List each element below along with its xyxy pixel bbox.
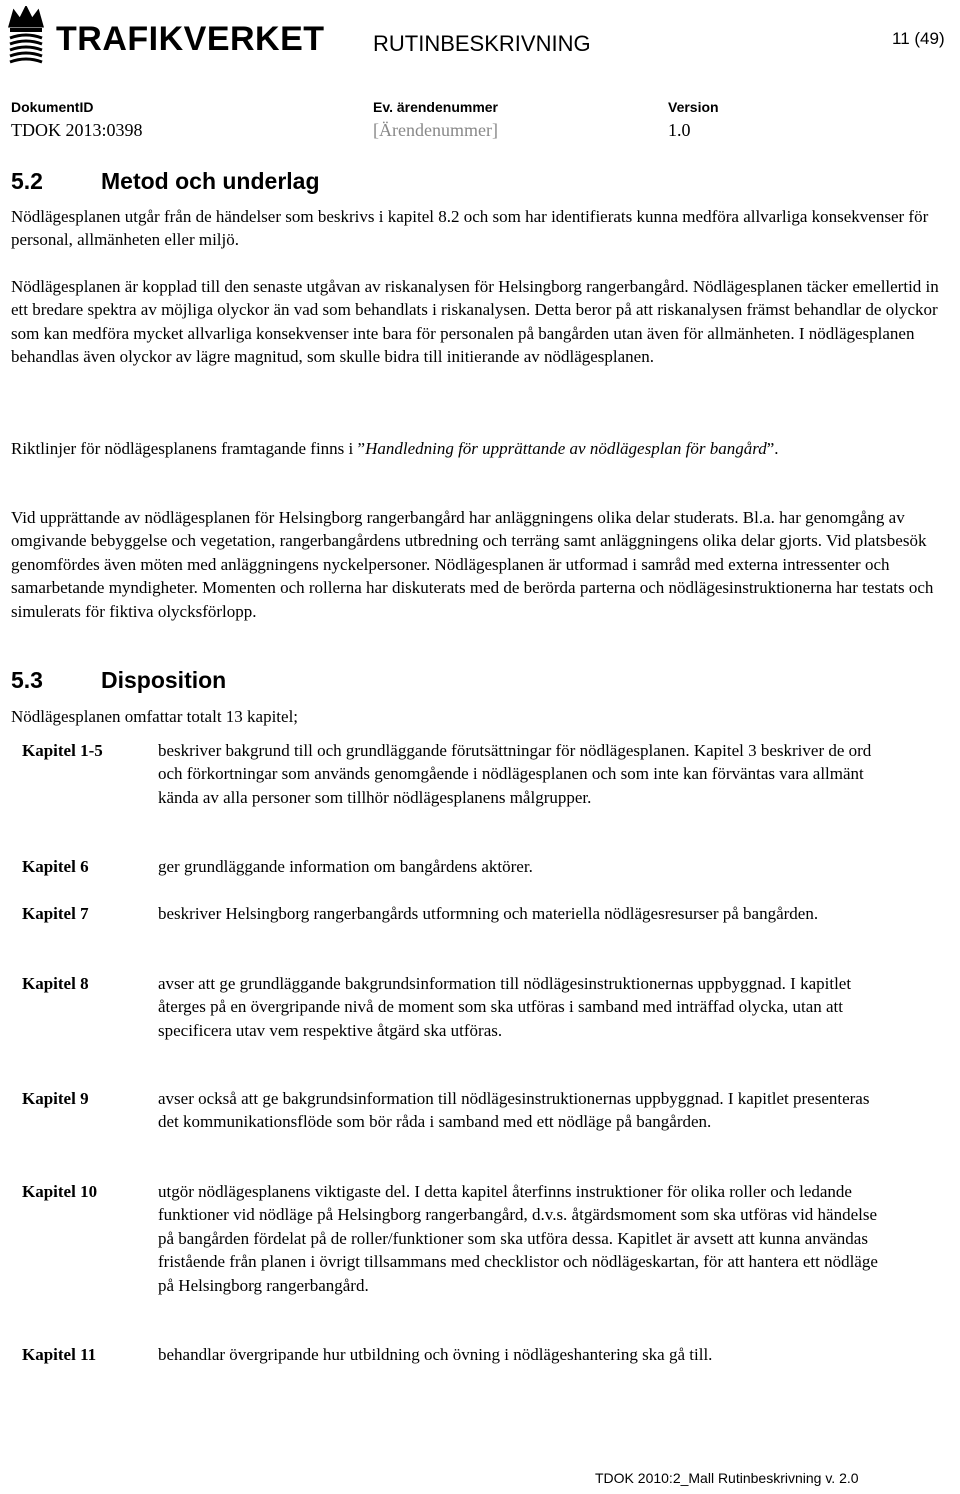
chapter-description: beskriver Helsingborg rangerbangårds utformning och materiella nödlägesresurser på bangården. <box>158 904 819 923</box>
doc-id-value: TDOK 2013:0398 <box>11 120 143 140</box>
chapter-description: behandlar övergripande hur utbildning och övning i nödlägeshantering ska gå till. <box>158 1345 713 1364</box>
trafikverket-logo <box>4 6 325 64</box>
section-title: Metod och underlag <box>101 168 320 194</box>
chapter-label: Kapitel 9 <box>22 1089 89 1108</box>
chapter-description: utgör nödlägesplanens viktigaste del. I detta kapitel återfinns instruktioner för olika roller och ledande funktioner vid nödläge på Helsingborg rangerbangård, d.v.s. åtgärdsmoment som ska utföras vid händelse på bangården fördelat på de roller/funktioner som ska utföra dessa. Kapitlet är avsett att kunna användas fristående från planen i övrigt tillsammans med checklistor och nödlägeskartan, för att hantera ett nödläge på Helsingborg rangerbangård. <box>158 1182 878 1295</box>
paragraph-risk-analysis: Nödlägesplanen är kopplad till den senaste utgåvan av riskanalysen för Helsingborg rangerbangård. Nödlägesplanen täcker emellertid in ett bredare spektra av möjliga olyckor än vad som behandlats i riskanalysen. Detta beror på att riskanalysen främst behandlar de olyckor som kan medföra mycket allvarliga konsekvenser inte bara för personalen på bangården utan även för allmänheten. I nödlägesplanen behandlas även olyckor av lägre magnitud, som skulle bidra till initierande av nödlägesplanen. <box>11 277 939 367</box>
chapter-label: Kapitel 7 <box>22 904 89 923</box>
chapter-description: ger grundläggande information om bangårdens aktörer. <box>158 857 533 876</box>
footer-template-id: TDOK 2010:2_Mall Rutinbeskrivning v. 2.0 <box>595 1470 859 1486</box>
case-number-label: Ev. ärendenummer <box>373 99 499 115</box>
doc-id-label: DokumentID <box>11 99 94 115</box>
page-header <box>0 0 960 75</box>
crown-icon <box>4 6 48 64</box>
page-number: 11 (49) <box>892 29 945 48</box>
logo-wordmark: TRAFIKVERKET <box>56 20 325 58</box>
paragraph-guidelines <box>11 437 941 460</box>
chapter-description: beskriver bakgrund till och grundläggande förutsättningar för nödlägesplanen. Kapitel 3 beskriver de ord och förkortningar som används genomgående i nödlägesplanen och som inte kan förväntas vara allmänt kända av alla personer som tillhör nödlägesplanens målgrupper. <box>158 741 872 807</box>
section-title: Disposition <box>101 667 227 693</box>
chapter-label: Kapitel 6 <box>22 857 89 876</box>
case-number-value: [Ärendenummer] <box>373 120 498 140</box>
section-heading-5-3 <box>11 667 226 694</box>
guidelines-prefix: Riktlinjer för nödlägesplanens framtagande finns i ” <box>11 439 366 458</box>
chapter-label: Kapitel 1-5 <box>22 741 103 760</box>
section-number: 5.3 <box>11 667 43 693</box>
document-type: RUTINBESKRIVNING <box>373 31 591 56</box>
section-number: 5.2 <box>11 168 43 194</box>
version-value: 1.0 <box>668 120 691 140</box>
section-heading-5-2 <box>11 168 320 195</box>
chapter-description: avser också att ge bakgrundsinformation till nödlägesinstruktionernas uppbyggnad. I kapitlet presenteras det kommunikationsflöde som bör råda i samband med ett nödläge på bangården. <box>158 1089 870 1132</box>
paragraph-method: Vid upprättande av nödlägesplanen för Helsingborg rangerbangård har anläggningens olika delar studerats. Bl.a. har genomgång av omgivande bebyggelse och vegetation, rangerbangårdens utbredning och terräng samt anläggningens olika delar gjorts. Vid platsbesök genomfördes även möten med anläggningens nyckelpersoner. Nödlägesplanen är utformad i samråd med externa intressenter och samarbetande myndigheter. Momenten och rollerna har diskuterats med de berörda parterna och nödlägesinstruktionerna har testats och simulerats för fiktiva olycksförlopp. <box>11 508 934 621</box>
chapter-description: avser att ge grundläggande bakgrundsinformation till nödlägesinstruktionernas uppbyggnad. I kapitlet återges på en övergripande nivå de moment som ska utföras i samband med inträffad olycka, utan att specificera utav vem respektive åtgärd ska utföras. <box>158 974 852 1040</box>
guidelines-title: Handledning för upprättande av nödlägesplan för bangård <box>365 439 767 458</box>
chapter-label: Kapitel 11 <box>22 1345 97 1364</box>
guidelines-suffix: ”. <box>766 439 779 458</box>
paragraph-intro: Nödlägesplanen utgår från de händelser som beskrivs i kapitel 8.2 och som har identifierats kunna medföra allvarliga konsekvenser för personal, allmänheten eller miljö. <box>11 207 929 250</box>
version-label: Version <box>668 99 719 115</box>
paragraph-disposition-intro: Nödlägesplanen omfattar totalt 13 kapitel; <box>11 707 299 726</box>
chapter-label: Kapitel 8 <box>22 974 89 993</box>
chapter-label: Kapitel 10 <box>22 1182 98 1201</box>
